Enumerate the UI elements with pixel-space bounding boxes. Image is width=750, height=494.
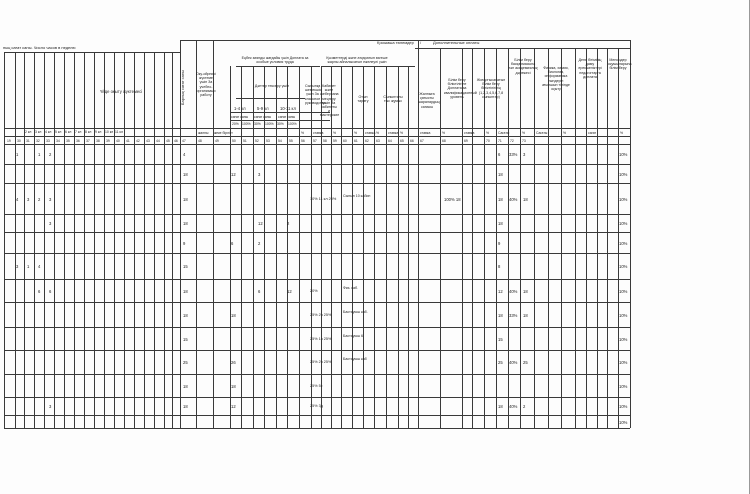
colnum-28: 57 [313, 139, 317, 143]
row-6-total: 18 [183, 289, 188, 294]
master-label: Жоғарғысанатын Білім беру біліктілігінің (1,2,3,4,5,6,7,8 сыныптар) [476, 78, 506, 99]
row-0-b: 33% [509, 152, 518, 157]
left-sub-4: 6 кл [65, 130, 72, 134]
unit-12: Сагаты [498, 131, 510, 135]
row-3-c1: 12 [258, 221, 263, 226]
grid-h-extra [321, 66, 415, 67]
sick-label: Отын тарату [357, 95, 369, 104]
grid-v-26 [287, 66, 288, 428]
row-9-total: 25 [183, 360, 188, 365]
row-2-percent: Сынып 10 кабин [343, 194, 371, 198]
grid-v-28 [311, 66, 312, 428]
grid-v-8 [84, 52, 85, 428]
row-6-c1: 6 [258, 289, 261, 294]
row-9-a: 25 [498, 360, 503, 365]
grid-v-10 [104, 52, 105, 428]
row-12-last: 10% [619, 420, 628, 425]
notebooks-label: Дәптер тексеру үшін [254, 84, 290, 88]
row-2-c: 18 [523, 197, 528, 202]
grid-h-subnums-top [4, 128, 630, 129]
grid-v-36 [398, 66, 399, 428]
row-10-last: 10% [619, 384, 628, 389]
grid-h-row-2 [4, 183, 630, 184]
left-sub-5: 7 кл [75, 130, 82, 134]
colnum-3: 32 [36, 139, 40, 143]
overall-label: Жалпыға қатысты шаралардың сапасы [418, 92, 440, 109]
colnum-4: 33 [46, 139, 50, 143]
unit-11: % [486, 131, 490, 135]
percent-head-0: 20% [232, 122, 239, 126]
row-10-total: 18 [183, 384, 188, 389]
unit-1: ставка [313, 131, 324, 135]
grid-v-27 [299, 66, 300, 428]
row-9-b: 40% [509, 360, 518, 365]
unit-0: % [301, 131, 305, 135]
row-11-b: 40% [509, 404, 518, 409]
hours-label-2: 5-9 кл [257, 106, 269, 111]
row-2-b: 40% [509, 197, 518, 202]
teacher-col-label: Барлық сағат саны [180, 70, 185, 106]
grid-h-right-top [415, 48, 630, 49]
subjects-col-label: Оку-ойрнисі жүктеме үшін За учебно-организаци работу [196, 72, 216, 98]
grid-h-row-12 [4, 415, 630, 416]
row-7-total: 18 [183, 313, 188, 318]
grid-v-13 [134, 52, 135, 428]
extra-label: Қызметтерді және атқаратын өзгеше жарлы айналысатын ежелеулі үшін [326, 56, 388, 65]
row-7-harm-hours: 18 [231, 313, 236, 318]
grid-v-19 [196, 40, 197, 428]
grid-h-row-9 [4, 350, 630, 351]
row-9-harm-hours: 26 [231, 360, 236, 365]
row-8-a: 15 [498, 337, 503, 342]
colnum-39: 68 [442, 139, 446, 143]
grid-h-percent [230, 120, 330, 121]
row-4-harm-hours: 6 [231, 241, 234, 246]
grid-h-row-4 [4, 232, 630, 233]
colnum-23: 52 [255, 139, 259, 143]
colnum-38: 67 [420, 139, 424, 143]
grid-v-33 [363, 66, 364, 428]
hours-sub-3: сағат саны [278, 115, 296, 119]
grid-v-50 [586, 48, 587, 428]
row-11-c: 2 [523, 404, 526, 409]
row-4-total: 9 [183, 241, 186, 246]
colnum-0: 19 [7, 139, 11, 143]
row-8-total: 15 [183, 337, 188, 342]
colnum-13: 42 [136, 139, 140, 143]
row-0-a: 6 [498, 152, 501, 157]
row-2-total: 18 [183, 197, 188, 202]
row-9-notes: 25% 2ч 25% [310, 360, 332, 364]
percent-head-5: 100% [288, 122, 297, 126]
colnum-24: 53 [266, 139, 270, 143]
colnum-35: 64 [388, 139, 392, 143]
grid-v-9 [94, 52, 95, 428]
grid-v-31 [341, 66, 342, 428]
unit-5: % [376, 131, 380, 135]
row-9-c: 25 [523, 360, 528, 365]
row-7-notes: 25% 2ч 25% [310, 313, 332, 317]
grid-v-21 [230, 66, 234, 428]
row-6-last: 10% [619, 289, 628, 294]
row-5-total: 15 [183, 264, 188, 269]
colnum-17: 46 [174, 139, 178, 143]
row-6-c: 18 [523, 289, 528, 294]
grid-v-5 [54, 52, 55, 428]
row-6-notes: 20% [310, 289, 318, 293]
row-6-b: 40% [509, 289, 518, 294]
row-6-left-3: 6 [49, 289, 52, 294]
unit-16: сагат [588, 131, 597, 135]
header-slash: / [420, 40, 422, 45]
total-harm-label: Сыныпқа шемекшіс үшін За классное руководство [305, 84, 326, 105]
grid-v-32 [352, 66, 353, 428]
row-5-left-2: 4 [38, 264, 41, 269]
row-0-total: 4 [183, 152, 186, 157]
hours-label-1: 1-4 кл [234, 106, 246, 111]
row-1-last: 10% [619, 172, 628, 177]
grid-h-row-1 [4, 164, 630, 165]
colnum-22: 51 [243, 139, 247, 143]
phys-label: Физика, химия, биология, информатика пәндерін ағылшын тілінде оқыту [542, 66, 570, 92]
percent-head-4: 30% [277, 122, 284, 126]
colnum-7: 36 [76, 139, 80, 143]
grid-v-16 [164, 52, 165, 428]
percent-head-3: 100% [265, 122, 274, 126]
row-5-a: 8 [498, 264, 501, 269]
row-0-c: 3 [523, 152, 526, 157]
row-6-a: 12 [498, 289, 503, 294]
row-7-b: 33% [509, 313, 518, 318]
grid-v-right [630, 40, 631, 428]
header-top-left: ның сағат саны. Число часов в неделю [3, 45, 76, 50]
row-10-harm-hours: 18 [231, 384, 236, 389]
grid-v-24 [264, 66, 265, 428]
qual-label: Білім беру біліктілігіне Доплата за квалификационный уровень [444, 78, 477, 99]
grid-v-12 [124, 52, 125, 428]
row-5-left-1: 1 [27, 264, 30, 269]
colnum-42: 71 [498, 139, 502, 143]
row-5-left-0: 3 [16, 264, 19, 269]
unit-14: Сагаты [536, 131, 548, 135]
weekly-hours-label: Үйде оқыту жүктемесі [100, 89, 143, 94]
grid-v-4 [44, 52, 45, 428]
cabinet-label: Кабинет және шеберхана меңгеру үшін За кабинеты и мастерские [320, 84, 340, 118]
unit-2: % [333, 131, 337, 135]
row-8-percent: Бастауыш 6 [343, 334, 363, 338]
row-5-last: 10% [619, 264, 628, 269]
row-7-percent: Бастауыш каб. [343, 310, 368, 314]
row-3-c2: 2 [287, 221, 290, 226]
row-6-percent: Физ. каб. [343, 286, 359, 290]
grid-h-row-11 [4, 397, 630, 398]
grid-v-49 [575, 48, 576, 428]
grid-v-41 [472, 48, 473, 428]
row-11-harm-hours: 12 [231, 404, 236, 409]
grid-v-51 [597, 48, 598, 428]
row-4-c1: 2 [258, 241, 261, 246]
hours-label-3: 10-11 кл [280, 106, 296, 111]
grid-v-37 [408, 66, 409, 428]
degree-label: Білім беру басқармасына тән академиялық дәрежесі [508, 58, 538, 75]
grid-h-row-3 [4, 214, 630, 215]
grid-v-39 [440, 48, 441, 428]
hours-sub-2: сағат саны [254, 115, 272, 119]
grid-v-22 [241, 66, 242, 428]
left-sub-1: 3 кл [35, 130, 42, 134]
percent-head-2: 30% [254, 122, 261, 126]
unit-9: % [442, 131, 446, 135]
colnum-10: 39 [106, 139, 110, 143]
row-3-total: 18 [183, 221, 188, 226]
row-8-last: 10% [619, 337, 628, 342]
colnum-5: 34 [56, 139, 60, 143]
colnum-33: 62 [365, 139, 369, 143]
row-7-a: 18 [498, 313, 503, 318]
grid-v-11 [114, 52, 115, 428]
grid-h-notebook [236, 98, 305, 99]
rate-label-1: жалпы [198, 131, 209, 135]
grid-v-23 [253, 66, 254, 428]
row-4-a: 9 [498, 241, 501, 246]
header-title-kz: Қосымша төлемдер [377, 40, 414, 45]
grid-v-34 [374, 66, 375, 428]
row-11-last: 10% [619, 404, 628, 409]
grid-h-subnums [4, 136, 630, 137]
percent-head-1: 100% [242, 122, 251, 126]
colnum-41: 70 [486, 139, 490, 143]
row-8-notes: 25% 1ч 25% [310, 337, 332, 341]
unit-7: % [400, 131, 404, 135]
row-2-qual: 100% 18 [444, 197, 461, 202]
grid-v-6 [64, 52, 65, 428]
row-2-left-1: 3 [27, 197, 30, 202]
row-2-left-0: 4 [16, 197, 19, 202]
unit-8: ставка [420, 131, 431, 135]
colnum-12: 41 [126, 139, 130, 143]
row-11-left-3: 3 [49, 404, 52, 409]
colnum-2: 31 [26, 139, 30, 143]
row-1-a: 18 [498, 172, 503, 177]
colnum-18: 47 [182, 139, 186, 143]
grid-v-48 [561, 48, 562, 428]
colnum-16: 45 [166, 139, 170, 143]
row-2-a: 18 [498, 197, 503, 202]
row-11-total: 18 [183, 404, 188, 409]
pedag-label: Дене бітімінің даму ерекшеліктері педагогтарға доплата [578, 58, 602, 79]
grid-v-7 [74, 52, 75, 428]
colnum-21: 50 [232, 139, 236, 143]
row-9-percent: Бастауыш каб [343, 357, 367, 361]
colnum-37: 66 [410, 139, 414, 143]
grid-h-row-0 [4, 144, 630, 145]
row-10-notes: 25% 5к [310, 384, 323, 388]
row-1-harm-hours: 12 [231, 172, 236, 177]
grid-v-43 [496, 48, 497, 428]
grid-v-1 [15, 52, 19, 428]
hours-sub-1: сағат саны [231, 115, 249, 119]
left-sub-7: 9 кл [95, 130, 102, 134]
grid-v-45 [520, 48, 521, 428]
colnum-6: 35 [66, 139, 70, 143]
grid-v-0 [4, 52, 5, 428]
mentor-label: Менсіздер оқушыларына білім беру [608, 58, 632, 71]
grid-h-row-10 [4, 374, 630, 375]
grid-v-52 [607, 48, 608, 428]
grid-h-hours [230, 112, 330, 113]
row-3-left-3: 3 [49, 221, 52, 226]
colnum-40: 69 [464, 139, 468, 143]
row-0-left-2: 1 [38, 152, 41, 157]
colnum-9: 38 [96, 139, 100, 143]
row-2-left-2: 2 [38, 197, 41, 202]
grid-v-14 [144, 52, 145, 428]
left-sub-8: 10 кл [105, 130, 114, 134]
grid-v-30 [331, 66, 332, 428]
left-sub-3: 5 кл [55, 130, 62, 134]
row-9-last: 10% [619, 360, 628, 365]
grid-v-40 [462, 48, 463, 428]
colnum-36: 65 [400, 139, 404, 143]
colnum-26: 55 [289, 139, 293, 143]
left-sub-6: 8 кл [85, 130, 92, 134]
grid-v-20 [213, 40, 214, 428]
grid-v-17 [172, 52, 173, 428]
grid-v-15 [154, 52, 155, 428]
unit-4: ставка [365, 131, 376, 135]
colnum-1: 30 [17, 139, 21, 143]
row-2-last: 10% [619, 197, 628, 202]
row-11-a: 18 [498, 404, 503, 409]
colnum-32: 61 [354, 139, 358, 143]
header-title-ru: Дополнительные оплаты [433, 40, 480, 45]
unit-10: ставка [464, 131, 475, 135]
left-sub-9: 11 кл [115, 130, 123, 134]
rate-label-2: жеке бірлікт [214, 131, 233, 135]
colnum-25: 54 [278, 139, 282, 143]
colnum-30: 59 [333, 139, 337, 143]
row-3-a: 18 [498, 221, 503, 226]
row-3-last: 10% [619, 221, 628, 226]
grid-h-row-13 [4, 428, 630, 429]
grid-v-46 [534, 48, 535, 428]
lessons-label: Сыныптағы тыс жұмыс [383, 95, 403, 104]
colnum-11: 40 [116, 139, 120, 143]
row-11-notes: 25% 3д [310, 404, 323, 408]
unit-6: ставка [388, 131, 399, 135]
grid-v-53 [618, 48, 619, 428]
harmful-label: Еңбек зиянды жағдайы үшін Доплата за особые условия труда [241, 56, 309, 65]
grid-v-29 [321, 66, 322, 428]
colnum-20: 49 [215, 139, 219, 143]
row-0-left-0: 1 [16, 152, 19, 157]
row-6-left-2: 6 [38, 289, 41, 294]
row-1-total: 18 [183, 172, 188, 177]
grid-v-3 [34, 52, 35, 428]
row-6-c2: 12 [287, 289, 292, 294]
grid-h-harm [236, 66, 320, 67]
grid-h-row-7 [4, 302, 630, 303]
row-0-left-3: 2 [49, 152, 52, 157]
unit-3: % [354, 131, 358, 135]
colnum-34: 63 [376, 139, 380, 143]
left-sub-0: 2 кл [25, 130, 32, 134]
row-7-last: 10% [619, 313, 628, 318]
grid-v-42 [484, 48, 485, 428]
row-2-left-3: 3 [49, 197, 52, 202]
colnum-31: 60 [343, 139, 347, 143]
colnum-8: 37 [86, 139, 90, 143]
grid-v-25 [276, 66, 277, 428]
row-2-notes: 10% 11 кл 20% [310, 197, 337, 201]
unit-15: % [563, 131, 567, 135]
colnum-19: 48 [198, 139, 202, 143]
row-1-c1: 3 [258, 172, 261, 177]
row-4-last: 10% [619, 241, 628, 246]
unit-13: % [522, 131, 526, 135]
colnum-14: 43 [146, 139, 150, 143]
grid-v-35 [386, 66, 387, 428]
colnum-44: 73 [522, 139, 526, 143]
grid-v-44 [508, 48, 509, 428]
unit-17: % [620, 131, 624, 135]
grid-h-row-6 [4, 279, 630, 280]
colnum-27: 56 [301, 139, 305, 143]
row-0-last: 10% [619, 152, 628, 157]
grid-v-2 [24, 52, 25, 428]
grid-v-47 [548, 48, 549, 428]
grid-h-row-5 [4, 253, 630, 254]
grid-h-row-8 [4, 327, 630, 328]
colnum-29: 58 [323, 139, 327, 143]
colnum-43: 72 [510, 139, 514, 143]
left-sub-2: 4 кл [45, 130, 52, 134]
row-7-c: 18 [523, 313, 528, 318]
colnum-15: 44 [156, 139, 160, 143]
